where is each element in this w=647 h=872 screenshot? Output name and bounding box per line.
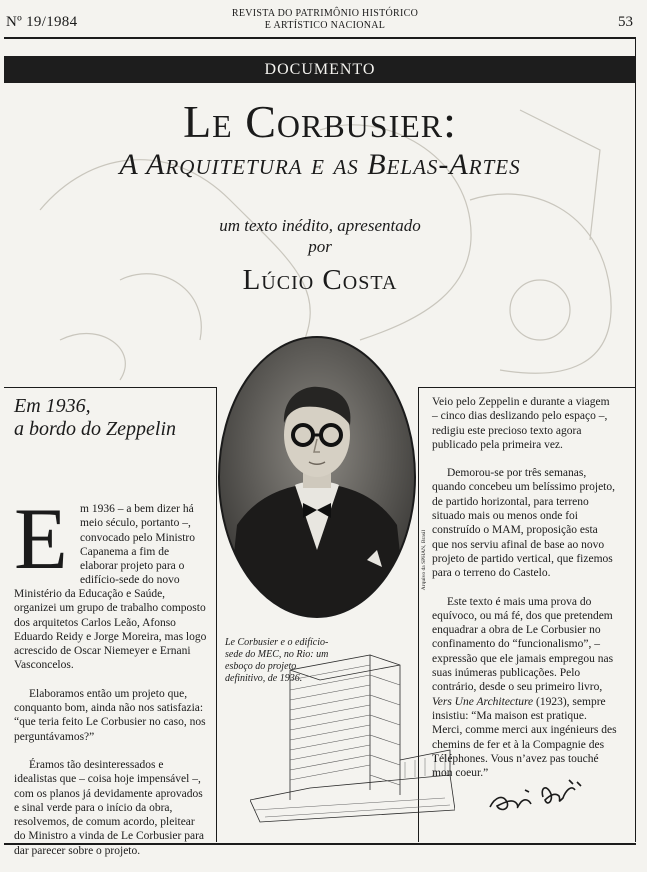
portrait-photo: [217, 335, 417, 620]
book-title: Vers Une Architecture: [432, 695, 534, 708]
section-band: DOCUMENTO: [4, 56, 636, 83]
author-name: Lúcio Costa: [242, 264, 398, 296]
paragraph: Éramos tão desinteressados e idealistas que – coisa hoje impensável –, com os planos já devidamente aprovados e sinal verde para o início da obra, resolvemos, de comum acordo, pleitear do Ministro a vinda de Le Corbusier para dar parecer sobre o projeto.: [14, 758, 205, 857]
subhead-line-2: a bordo do Zeppelin: [14, 418, 177, 440]
intro-text: [0, 215, 640, 257]
image-caption: Le Corbusier e o edifício-sede do MEC, no Rio: um esboço do projeto definitivo, de 1936.: [225, 637, 329, 684]
author-signature: [485, 772, 595, 817]
paragraph: Elaboramos então um projeto que, conquanto bom, ainda não nos satisfazia: “que teria feito Le Corbusier no caso, nos perguntávamos?”: [14, 687, 206, 743]
paragraph-text: (1923), sempre insistiu: “Ma maison est pratique. Merci, comme merci aux ingénieurs des chemins de fer et à la Compagnie des Téléphones. Vous n’avez pas touché mon coeur.”: [432, 695, 617, 780]
header-rule: [4, 37, 636, 39]
intro-line-2: por: [308, 237, 332, 256]
paragraph: [432, 595, 617, 781]
building-sketch: [250, 650, 455, 825]
drop-cap: E: [14, 491, 68, 588]
issue-number: Nº 19/1984: [6, 14, 78, 30]
publication-line-1: REVISTA DO PATRIMÔNIO HISTÓRICO: [231, 8, 419, 19]
section-subhead: [14, 395, 176, 441]
publication-line-2: E ARTÍSTICO NACIONAL: [264, 20, 386, 31]
article-subtitle: A Arquitetura e as Belas-Artes: [119, 148, 521, 181]
opening-paragraph: m 1936 – a bem dizer há meio século, portanto –, convocado pelo Ministro Capanema a fim de elaborar projeto para o edifício-sede do novo: [80, 503, 195, 587]
intro-line-1: um texto inédito, apresentado: [219, 216, 421, 235]
right-column-top-rule: [418, 387, 636, 388]
photo-credit: Arquivo da SPHAN, Brasil: [421, 530, 427, 591]
paragraph: Veio pelo Zeppelin e durante a viagem – cinco dias deslizando pelo espaço –, redigiu este precioso texto agora publicado pela primeira vez.: [432, 396, 610, 451]
page-right-rule: [635, 37, 636, 842]
paragraph: Ministério da Educação e Saúde, organizei um grupo de trabalho composto dos arquitetos Carlos Leão, Afonso Eduardo Reidy e Jorge Moreira, mas logo acrescido de Oscar Niemeyer e Ernani Vasconcelos.: [14, 588, 207, 672]
page-number: 53: [618, 14, 633, 30]
publication-name: [200, 8, 450, 32]
article-title: Le Corbusier:: [183, 96, 457, 147]
right-column-body: [432, 395, 617, 794]
left-column-body: [14, 587, 209, 872]
left-column-top-rule: [4, 387, 216, 388]
subhead-line-1: Em 1936,: [14, 395, 91, 417]
paragraph: Demorou-se por três semanas, quando concebeu um belíssimo projeto, de partido horizontal, para terreno situado mais ou menos onde foi construído o MAM, proposição esta que nos serviu afinal de base ao novo projeto de partido vertical, que fizemos para o terreno do Castelo.: [432, 467, 616, 580]
paragraph-text: Este texto é mais uma prova do equívoco, ou má fé, dos que pretendem enquadrar a obra de Le Corbusier no confinamento do “funcionalismo”, – expressão que ele jamais empregou nas suas inúmeras publicações. Pelo contrário, desde o seu primeiro livro,: [432, 595, 614, 694]
